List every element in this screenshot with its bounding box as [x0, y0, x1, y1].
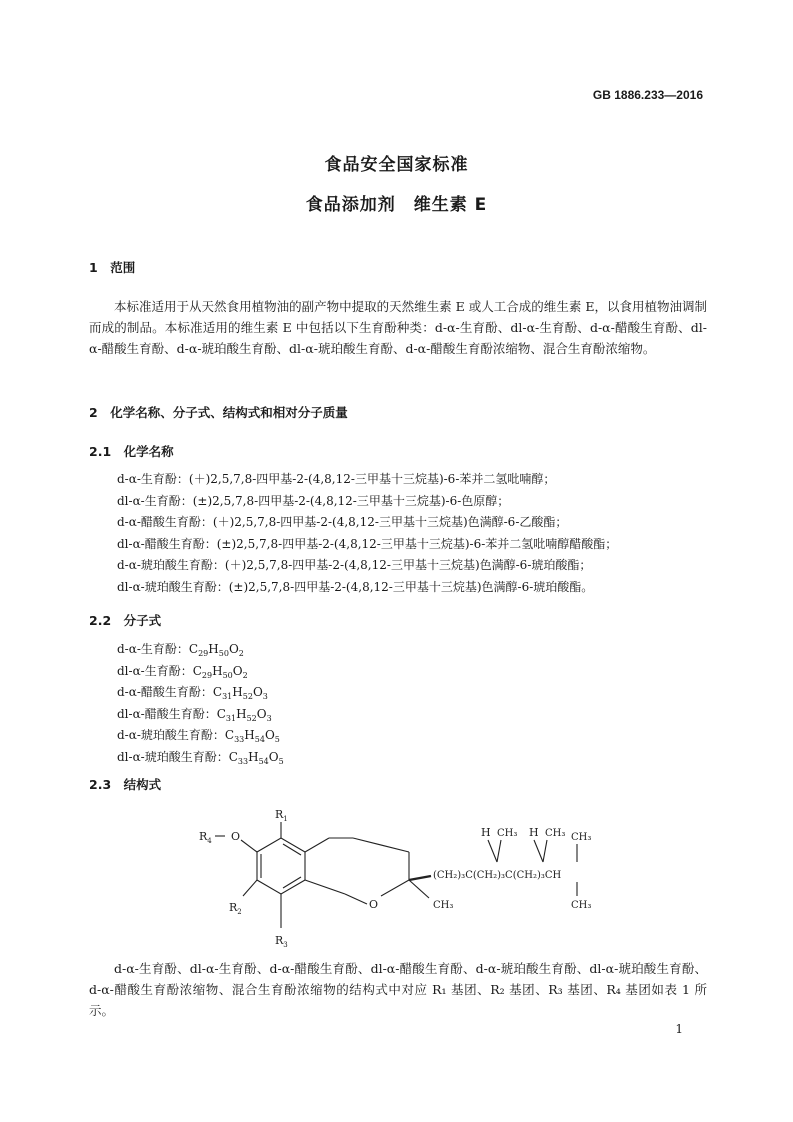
branch-h-label: H	[529, 826, 539, 839]
r4-label: $R_4$	[199, 830, 212, 845]
chain-wedge-bond	[409, 876, 431, 880]
branch-methyl-label: CH₃	[497, 828, 518, 839]
methyl-bond	[409, 880, 429, 898]
section-1-heading: 1 范围	[89, 260, 136, 275]
ring-bond	[345, 894, 367, 904]
ether-oxygen-label: O	[231, 830, 241, 843]
chemical-name-line: d-α-生育酚：(＋)2,5,7,8-四甲基-2-(4,8,12-三甲基十三烷基)-6-苯并二氢吡喃醇；	[117, 472, 556, 486]
formula-line: dl-α-琥珀酸生育酚：$C_{33}H_{54}O_5$	[117, 749, 284, 766]
branch-bond	[488, 840, 497, 862]
benzene-ring	[257, 838, 305, 894]
chemical-name-line: dl-α-生育酚：(±)2,5,7,8-四甲基-2-(4,8,12-三甲基十三烷基)-6-色原醇；	[117, 493, 510, 508]
ring-bond	[353, 838, 409, 852]
r2-label: $R_2$	[229, 901, 242, 916]
chemical-name-line: d-α-醋酸生育酚：(＋)2,5,7,8-四甲基-2-(4,8,12-三甲基十三烷基)色满醇-6-乙酸酯；	[117, 515, 568, 529]
aromatic-double-bond	[283, 877, 301, 888]
ring-bond	[381, 880, 409, 896]
section-2-1-heading: 2.1 化学名称	[89, 444, 174, 459]
aromatic-double-bond	[283, 844, 301, 855]
chemical-names-list	[117, 470, 617, 599]
r1-label: $R_1$	[275, 808, 288, 823]
document-title: 食品安全国家标准	[324, 155, 469, 175]
page-number: 1	[675, 1022, 683, 1036]
chemical-name-line: d-α-琥珀酸生育酚：(＋)2,5,7,8-四甲基-2-(4,8,12-三甲基十三烷基)色满醇-6-琥珀酸酯；	[117, 558, 592, 572]
branch-bond	[497, 840, 501, 862]
formula-line: dl-α-生育酚：$C_{29}H_{50}O_2$	[117, 663, 248, 680]
terminal-methyl-label: CH₃	[571, 832, 592, 843]
branch-bond	[534, 840, 543, 862]
formula-line: d-α-醋酸生育酚：$C_{31}H_{52}O_3$	[117, 685, 268, 701]
section-2-3-heading: 2.3 结构式	[89, 777, 162, 792]
formula-line: dl-α-醋酸生育酚：$C_{31}H_{52}O_3$	[117, 706, 272, 723]
ring-bond	[305, 880, 345, 894]
methyl-label: CH₃	[433, 900, 454, 911]
ring-oxygen-label: O	[369, 898, 379, 911]
branch-bond	[543, 840, 547, 862]
formula-line: d-α-生育酚：$C_{29}H_{50}O_2$	[117, 642, 244, 658]
document-subtitle: 食品添加剂 维生素 E	[305, 195, 488, 215]
formula-line: d-α-琥珀酸生育酚：$C_{33}H_{54}O_5$	[117, 728, 280, 744]
tocopherol-structure-diagram	[195, 800, 615, 950]
branch-h-label: H	[481, 826, 491, 839]
side-chain-label: (CH₂)₃C(CH₂)₃C(CH₂)₃CH	[433, 870, 562, 881]
terminal-methyl-label: CH₃	[571, 900, 592, 911]
r2-bond	[243, 880, 257, 896]
chemical-name-line: dl-α-琥珀酸生育酚：(±)2,5,7,8-四甲基-2-(4,8,12-三甲基十三烷基)色满醇-6-琥珀酸酯。	[117, 579, 594, 594]
branch-methyl-label: CH₃	[545, 828, 566, 839]
molecular-formula-list	[117, 640, 284, 769]
section-2-2-heading: 2.2 分子式	[89, 613, 162, 628]
r3-label: $R_3$	[275, 934, 288, 949]
ring-bond	[305, 838, 329, 852]
standard-code: GB 1886.233—2016	[592, 88, 703, 102]
structure-caption: d-α-生育酚、dl-α-生育酚、d-α-醋酸生育酚、dl-α-醋酸生育酚、d-α-琥珀酸生育酚、dl-α-琥珀酸生育酚、d-α-醋酸生育酚浓缩物、混合生育酚浓缩物的结构式中对应 R₁ 基团、R₂ 基团、R₃ 基团、R₄ 基团如表 1 所示。	[89, 961, 707, 1018]
section-2-heading: 2 化学名称、分子式、结构式和相对分子质量	[89, 405, 348, 420]
oxygen-bond	[241, 840, 257, 852]
section-1-text: 本标准适用于从天然食用植物油的副产物中提取的天然维生素 E 或人工合成的维生素 E，以食用植物油调制而成的制品。本标准适用的维生素 E 中包括以下生育酚种类：d-α-生育酚、dl-α-生育酚、d-α-醋酸生育酚、dl-α-醋酸生育酚、d-α-琥珀酸生育酚、dl-α-琥珀酸生育酚、d-α-醋酸生育酚浓缩物、混合生育酚浓缩物。	[89, 299, 707, 356]
chemical-name-line: dl-α-醋酸生育酚：(±)2,5,7,8-四甲基-2-(4,8,12-三甲基十三烷基)-6-苯并二氢吡喃醇醋酸酯；	[117, 536, 618, 551]
